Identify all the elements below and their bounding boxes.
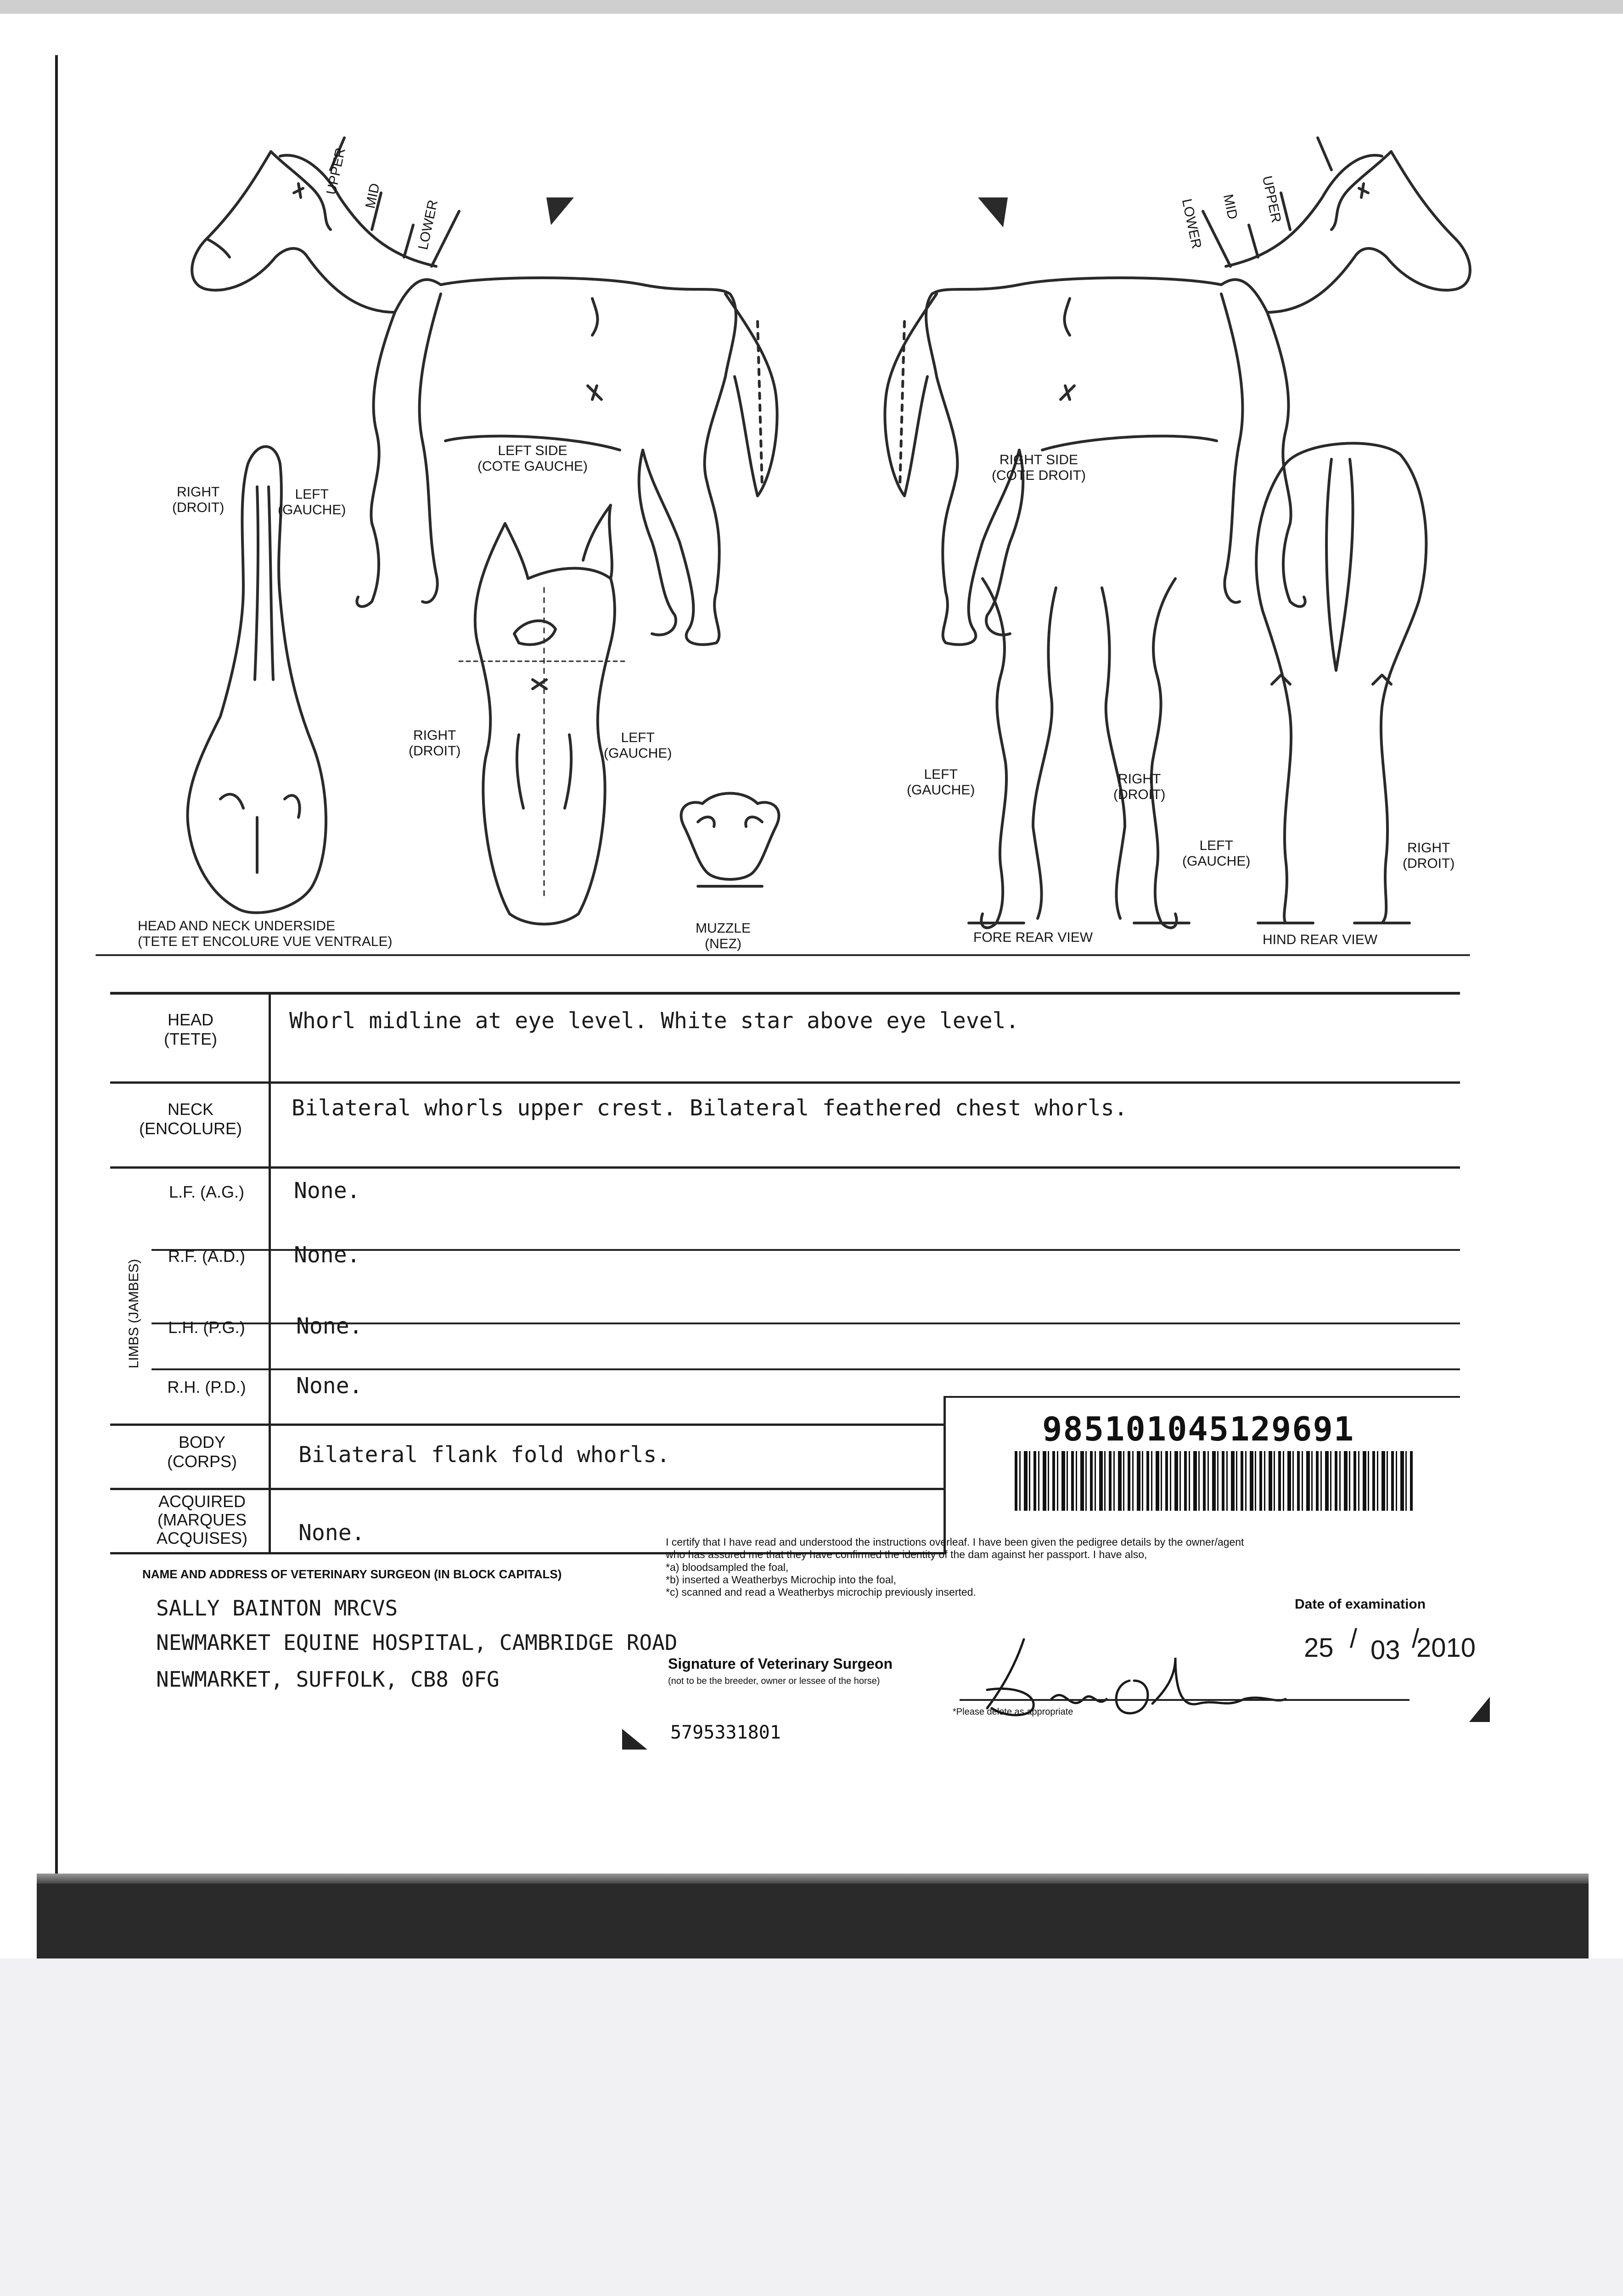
fore-left-label: LEFT (GAUCHE) xyxy=(907,767,975,798)
certification-option-a: *a) bloodsampled the foal, xyxy=(666,1561,789,1573)
upper-label-left: UPPER xyxy=(324,146,348,196)
date-separator: / xyxy=(1350,1624,1358,1654)
neck-row-label: NECK (ENCOLURE) xyxy=(139,1100,242,1138)
left-triangle-marker xyxy=(546,197,574,225)
right-triangle-marker xyxy=(978,197,1008,227)
signature-sublabel: (not to be the breeder, owner or lessee of the horse) xyxy=(668,1676,880,1686)
identification-diagram xyxy=(0,0,1623,964)
vet-address-line-2: NEWMARKET EQUINE HOSPITAL, CAMBRIDGE ROAD xyxy=(156,1630,678,1655)
vet-address-line-1: SALLY BAINTON MRCVS xyxy=(156,1596,398,1621)
neck-description: Bilateral whorls upper crest. Bilateral feathered chest whorls. xyxy=(292,1095,1128,1121)
body-description: Bilateral flank fold whorls. xyxy=(298,1442,670,1468)
acquired-row-label: ACQUIRED (MARQUES ACQUISES) xyxy=(156,1492,248,1548)
fore-right-label: RIGHT (DROIT) xyxy=(1113,771,1166,802)
fore-rear-view-label: FORE REAR VIEW xyxy=(973,930,1093,945)
lf-description: None. xyxy=(294,1178,360,1204)
hind-rear-view-outline xyxy=(1256,443,1426,923)
form-corner-marker xyxy=(1469,1697,1492,1724)
head-neck-underside-label: HEAD AND NECK UNDERSIDE (TETE ET ENCOLURE VUE VENTRALE) xyxy=(138,918,393,949)
rh-description: None. xyxy=(296,1373,363,1399)
exam-date-year: 2010 xyxy=(1416,1633,1476,1663)
scan-bottom-shadow xyxy=(37,1883,1589,1958)
head-right-label: RIGHT (DROIT) xyxy=(409,728,461,759)
date-separator: / xyxy=(1412,1624,1420,1654)
barcode-box-top xyxy=(943,1396,1460,1398)
table-top-border xyxy=(110,992,1460,995)
mid-label-right: MID xyxy=(1220,193,1241,221)
certification-line-2: who has assured me that they have confirmed the identity of the dam against her passport. I have also, xyxy=(666,1548,1147,1560)
limbs-section-label: LIMBS (JAMBES) xyxy=(126,1259,141,1368)
rh-row-label: R.H. (P.D.) xyxy=(167,1378,246,1396)
lf-row-label: L.F. (A.G.) xyxy=(168,1182,245,1201)
exam-date-month: 03 xyxy=(1370,1635,1400,1665)
date-of-examination-label: Date of examination xyxy=(1295,1597,1426,1612)
lh-row-label: L.H. (P.G.) xyxy=(168,1318,245,1337)
certification-option-c: *c) scanned and read a Weatherbys microchip previously inserted. xyxy=(666,1586,976,1598)
mid-label-left: MID xyxy=(363,182,383,210)
lower-label-left: LOWER xyxy=(416,198,441,251)
delete-note: *Please delete as appropriate xyxy=(953,1707,1073,1717)
underside-right-label: RIGHT (DROIT) xyxy=(172,484,225,515)
exam-date-day: 25 xyxy=(1304,1633,1334,1663)
signature-label: Signature of Veterinary Surgeon xyxy=(668,1655,893,1672)
vet-address-line-3: NEWMARKET, SUFFOLK, CB8 0FG xyxy=(156,1667,500,1692)
lh-description: None. xyxy=(296,1313,363,1339)
hind-left-label: LEFT (GAUCHE) xyxy=(1182,838,1251,869)
head-row-label: HEAD (TETE) xyxy=(164,1010,217,1048)
row-divider xyxy=(110,1166,1460,1169)
row-divider xyxy=(110,1081,1460,1084)
signature-line xyxy=(960,1699,1410,1701)
head-left-label: LEFT (GAUCHE) xyxy=(604,730,672,761)
hind-rear-view-label: HIND REAR VIEW xyxy=(1263,932,1378,947)
muzzle-label: MUZZLE (NEZ) xyxy=(696,921,751,951)
acquired-description: None. xyxy=(298,1520,365,1546)
scan-background-area xyxy=(0,1958,1623,2296)
microchip-number: 985101045129691 xyxy=(1042,1410,1355,1448)
fore-rear-view-outline xyxy=(969,579,1189,928)
label-column-divider xyxy=(269,994,271,1552)
muzzle-outline xyxy=(681,793,779,887)
row-divider xyxy=(152,1368,1460,1370)
head-front-view-outline xyxy=(459,505,624,924)
right-side-horse-outline xyxy=(885,138,1470,645)
rf-description: None. xyxy=(294,1242,360,1268)
row-divider xyxy=(110,1424,946,1426)
right-side-label: RIGHT SIDE (COTE DROIT) xyxy=(992,452,1086,483)
form-serial-number: 5795331801 xyxy=(670,1722,781,1743)
left-side-label: LEFT SIDE (COTE GAUCHE) xyxy=(477,443,588,474)
microchip-barcode xyxy=(1015,1451,1414,1511)
lower-label-right: LOWER xyxy=(1179,197,1204,250)
vet-name-address-label: NAME AND ADDRESS OF VETERINARY SURGEON (IN BLOCK CAPITALS) xyxy=(142,1567,562,1581)
underside-left-label: LEFT (GAUCHE) xyxy=(278,487,346,518)
body-row-label: BODY (CORPS) xyxy=(167,1433,237,1471)
upper-label-right: UPPER xyxy=(1259,174,1284,224)
form-number-marker xyxy=(622,1729,650,1752)
head-description: Whorl midline at eye level. White star above eye level. xyxy=(289,1008,1019,1034)
certification-line-1: I certify that I have read and understood the instructions overleaf. I have been given the pedigree details by the owner/agent xyxy=(666,1536,1244,1548)
hind-right-label: RIGHT (DROIT) xyxy=(1403,840,1455,871)
row-divider xyxy=(110,1488,946,1490)
barcode-box-divider xyxy=(943,1396,946,1554)
certification-option-b: *b) inserted a Weatherbys Microchip into the foal, xyxy=(666,1574,896,1586)
rf-row-label: R.F. (A.D.) xyxy=(168,1247,245,1266)
